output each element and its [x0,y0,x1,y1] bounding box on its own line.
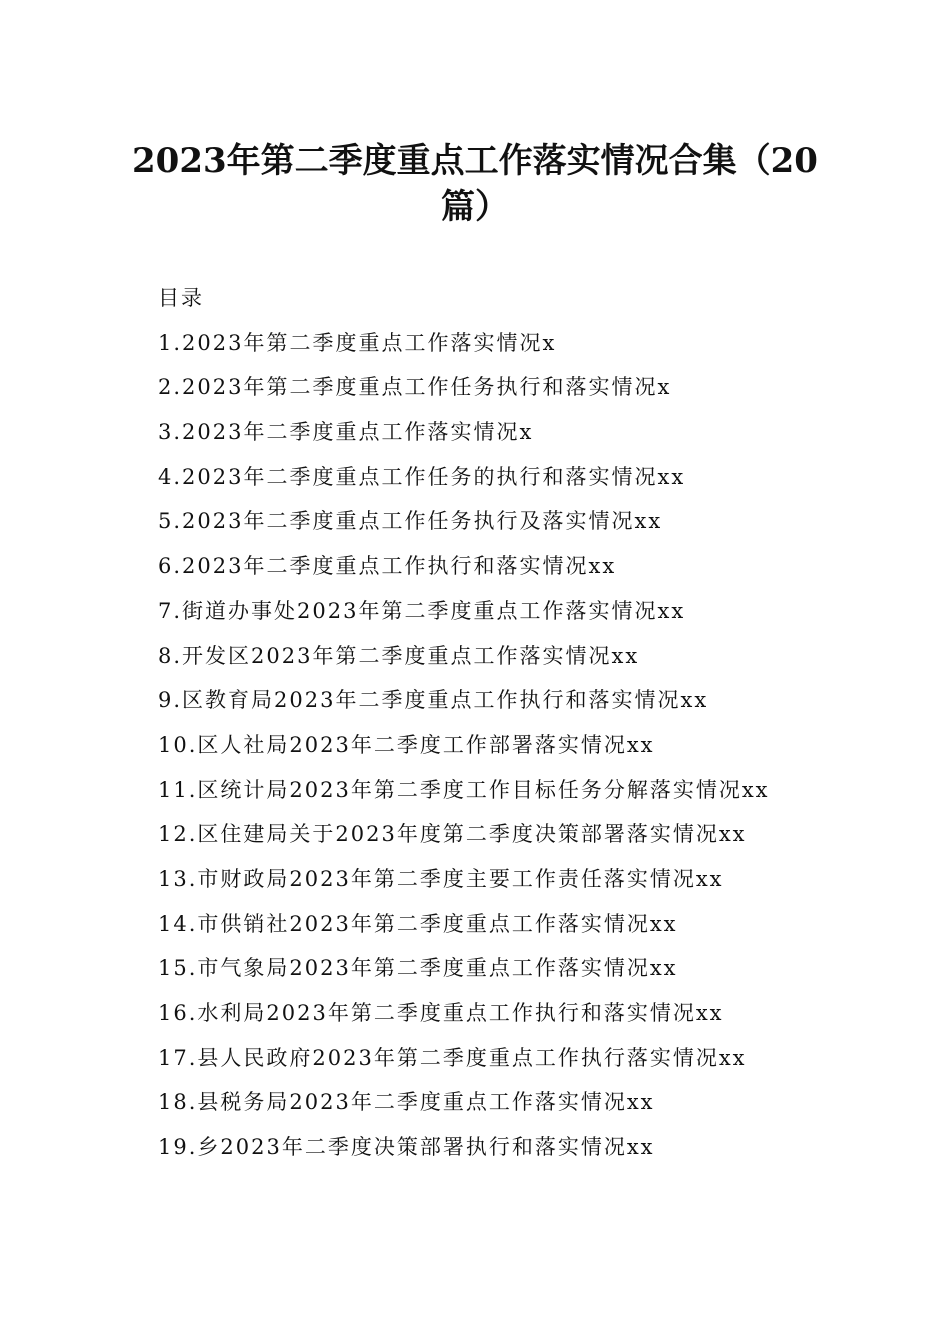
toc-item: 3.2023年二季度重点工作落实情况x [158,420,534,445]
toc-item: 6.2023年二季度重点工作执行和落实情况xx [158,554,617,579]
toc-item: 13.市财政局2023年第二季度主要工作责任落实情况xx [158,866,724,891]
toc-item: 16.水利局2023年第二季度重点工作执行和落实情况xx [158,1001,724,1025]
toc-item: 1.2023年第二季度重点工作落实情况x [158,330,557,355]
document-title: 2023年第二季度重点工作落实情况合集（20篇） [132,141,818,227]
toc-item: 9.区教育局2023年二季度重点工作执行和落实情况xx [158,688,709,713]
toc-item: 8.开发区2023年第二季度重点工作落实情况xx [158,643,640,668]
toc-item: 15.市气象局2023年第二季度重点工作落实情况xx [158,956,678,981]
table-of-contents [158,276,858,1170]
toc-item: 17.县人民政府2023年第二季度重点工作执行落实情况xx [158,1045,747,1070]
toc-item: 7.街道办事处2023年第二季度重点工作落实情况xx [158,598,686,623]
toc-item: 18.县税务局2023年二季度重点工作落实情况xx [158,1090,655,1115]
toc-item: 11.区统计局2023年第二季度工作目标任务分解落实情况xx [158,777,770,802]
toc-item: 4.2023年二季度重点工作任务的执行和落实情况xx [158,464,686,489]
toc-item: 14.市供销社2023年第二季度重点工作落实情况xx [158,911,678,936]
toc-heading: 目录 [158,286,204,310]
toc-item: 10.区人社局2023年二季度工作部署落实情况xx [158,732,655,757]
toc-item: 5.2023年二季度重点工作任务执行及落实情况xx [158,509,663,534]
toc-item: 12.区住建局关于2023年度第二季度决策部署落实情况xx [158,822,747,847]
toc-item: 19.乡2023年二季度决策部署执行和落实情况xx [158,1135,655,1160]
toc-item: 2.2023年第二季度重点工作任务执行和落实情况x [158,375,672,400]
